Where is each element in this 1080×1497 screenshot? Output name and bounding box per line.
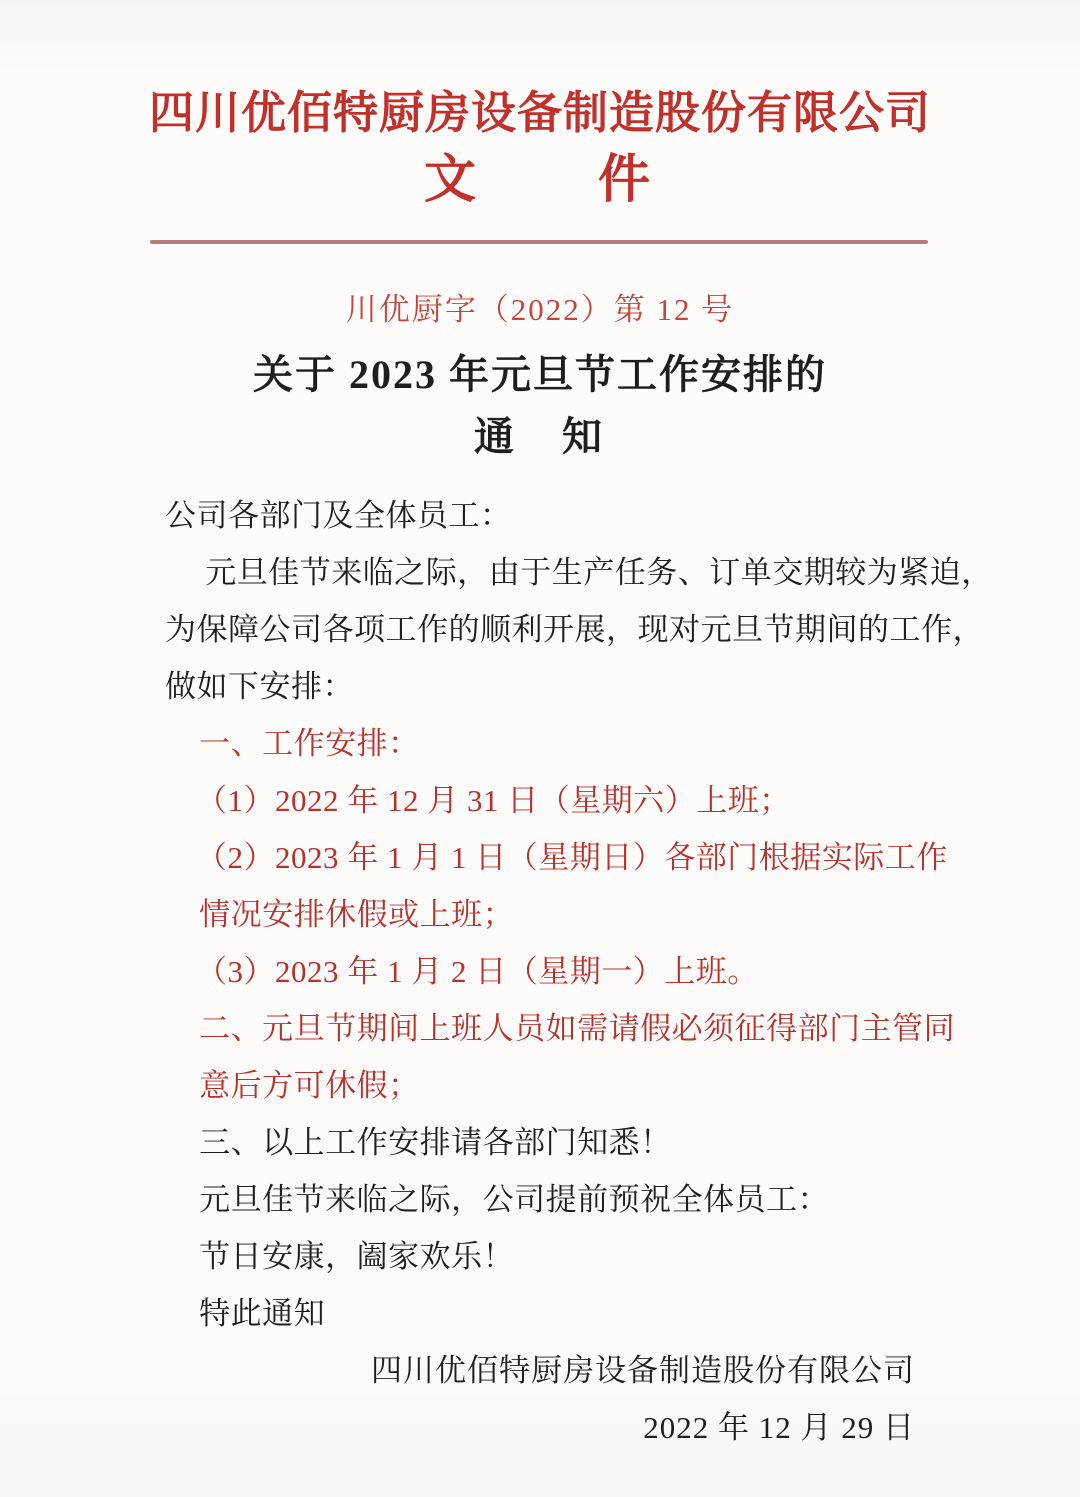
body-line: 一、工作安排：	[199, 726, 420, 762]
body-line: 公司各部门及全体员工：	[165, 498, 512, 534]
signature-block	[0, 1342, 1080, 1456]
signature-date: 2022 年 12 月 29 日	[643, 1410, 915, 1446]
body-line: 做如下安排：	[165, 669, 354, 705]
document-title-line1: 关于 2023 年元旦节工作安排的	[253, 352, 827, 398]
body-line: 特此通知	[199, 1296, 326, 1332]
body-line: 为保障公司各项工作的顺利开展，现对元旦节期间的工作，	[165, 612, 984, 648]
body-line: 节日安康，阖家欢乐！	[199, 1239, 515, 1275]
document-body	[0, 487, 1080, 1342]
signature-company: 四川优佰特厨房设备制造股份有限公司	[371, 1353, 915, 1389]
document-word: 文 件	[423, 152, 656, 209]
company-header: 四川优佰特厨房设备制造股份有限公司	[148, 88, 931, 138]
body-line: 情况安排休假或上班；	[199, 897, 515, 933]
body-line: 元旦佳节来临之际，由于生产任务、订单交期较为紧迫，	[205, 555, 993, 591]
body-line: 元旦佳节来临之际，公司提前预祝全体员工：	[199, 1182, 830, 1218]
document-number: 川优厨字（2022）第 12 号	[345, 292, 735, 328]
body-line: （2）2023 年 1 月 1 日（星期日）各部门根据实际工作	[196, 840, 948, 876]
body-line: （3）2023 年 1 月 2 日（星期一）上班。	[196, 954, 759, 990]
red-header-rule	[150, 240, 928, 244]
body-line: 三、以上工作安排请各部门知悉！	[199, 1125, 672, 1161]
body-line: 二、元旦节期间上班人员如需请假必须征得部门主管同	[199, 1011, 956, 1047]
document-title-line2: 通 知	[474, 414, 606, 460]
body-line: （1）2022 年 12 月 31 日（星期六）上班；	[196, 783, 791, 819]
body-line: 意后方可休假；	[199, 1068, 420, 1104]
